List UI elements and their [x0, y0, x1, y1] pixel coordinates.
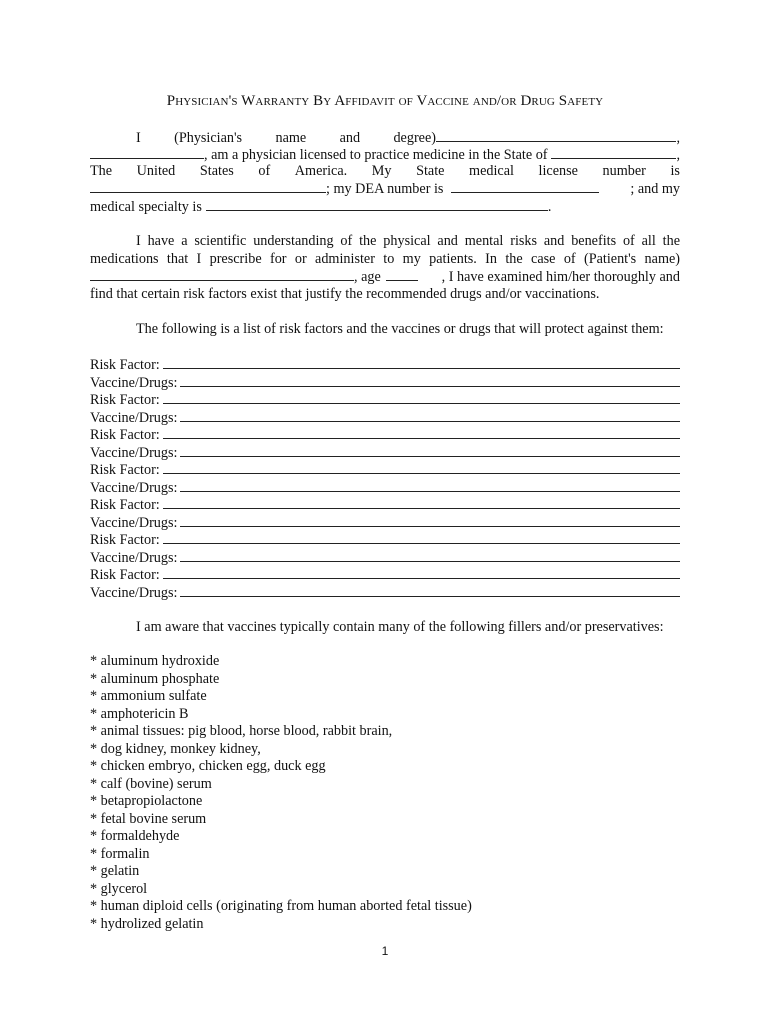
- risk-row: [90, 374, 680, 391]
- word: State: [416, 163, 445, 179]
- row-label: Risk Factor:: [90, 392, 160, 408]
- para1-line1-words: [136, 130, 436, 147]
- risk-row: [90, 584, 680, 601]
- text: , I have examined him/her thoroughly and: [441, 269, 680, 285]
- row-blank[interactable]: [180, 514, 680, 527]
- row-blank[interactable]: [163, 391, 680, 404]
- list-item: * aluminum hydroxide: [90, 653, 220, 669]
- risk-row: [90, 391, 680, 408]
- row-label: Risk Factor:: [90, 567, 160, 583]
- word: States: [199, 163, 234, 179]
- row-blank[interactable]: [180, 444, 680, 457]
- list-item: * gelatin: [90, 863, 140, 879]
- row-blank[interactable]: [180, 409, 680, 422]
- row-label: Vaccine/Drugs:: [90, 409, 178, 426]
- row-blank[interactable]: [180, 584, 680, 597]
- risk-row: [90, 444, 680, 461]
- risk-row: [90, 356, 680, 373]
- para3: The following is a list of risk factors and the vaccines or drugs that will protect against them:: [136, 321, 664, 337]
- row-blank[interactable]: [163, 426, 680, 439]
- dea-number-blank[interactable]: [451, 180, 599, 193]
- text: , age: [354, 269, 381, 285]
- physician-name-blank-cont[interactable]: [90, 146, 204, 159]
- list-item: * amphotericin B: [90, 705, 189, 722]
- row-label: Risk Factor:: [90, 497, 160, 513]
- risk-row: [90, 409, 680, 426]
- row-blank[interactable]: [163, 531, 680, 544]
- word: license: [538, 163, 578, 179]
- list-item: * animal tissues: pig blood, horse blood, rabbit brain,: [90, 723, 393, 739]
- row-blank[interactable]: [163, 496, 680, 509]
- list-item: * calf (bovine) serum: [90, 775, 212, 792]
- row-label: Risk Factor:: [90, 532, 160, 548]
- row-label: Risk Factor:: [90, 462, 160, 478]
- comma: ,: [676, 130, 680, 146]
- comma: ,: [676, 147, 680, 163]
- row-label: Vaccine/Drugs:: [90, 584, 178, 601]
- list-item: * ammonium sulfate: [90, 688, 207, 704]
- risk-row: [90, 566, 680, 583]
- list-item: * formaldehyde: [90, 828, 180, 844]
- para1-line1: [90, 129, 680, 146]
- para1-line3: [90, 163, 680, 180]
- risk-row: [90, 426, 680, 443]
- row-label: Vaccine/Drugs:: [90, 479, 178, 496]
- word: of: [258, 163, 271, 179]
- physician-name-blank[interactable]: [436, 129, 676, 142]
- para2-line3: [90, 268, 680, 285]
- para2-line2: medications that I prescribe for or administer to my patients. In the case of (Patient's name): [90, 251, 680, 267]
- para1-line2: [90, 146, 680, 163]
- list-item: * human diploid cells (originating from human aborted fetal tissue): [90, 898, 472, 914]
- row-label: Risk Factor:: [90, 427, 160, 443]
- list-item: * chicken embryo, chicken egg, duck egg: [90, 758, 326, 774]
- row-blank[interactable]: [163, 356, 680, 369]
- list-item: * aluminum phosphate: [90, 670, 220, 687]
- row-label: Vaccine/Drugs:: [90, 549, 178, 566]
- risk-row: [90, 531, 680, 548]
- risk-row: [90, 461, 680, 478]
- para1-line5: [90, 198, 680, 215]
- para1-line4: [90, 180, 680, 197]
- age-blank[interactable]: [386, 268, 418, 281]
- para2-line4: find that certain risk factors exist that justify the recommended drugs and/or vaccinations.: [90, 286, 600, 302]
- row-blank[interactable]: [163, 461, 680, 474]
- para2-line1: I have a scientific understanding of the physical and mental risks and benefits of all the: [136, 233, 680, 249]
- word: I: [136, 130, 141, 146]
- word: number: [602, 163, 646, 179]
- word: (Physician's: [174, 130, 243, 146]
- state-blank[interactable]: [551, 146, 677, 159]
- list-item: * dog kidney, monkey kidney,: [90, 740, 261, 757]
- list-item: * betapropiolactone: [90, 793, 203, 809]
- risk-row: [90, 496, 680, 513]
- row-blank[interactable]: [180, 549, 680, 562]
- row-label: Vaccine/Drugs:: [90, 374, 178, 391]
- row-label: Vaccine/Drugs:: [90, 514, 178, 531]
- list-item: * fetal bovine serum: [90, 810, 207, 827]
- row-blank[interactable]: [163, 566, 680, 579]
- patient-name-blank[interactable]: [90, 268, 354, 281]
- word: name: [275, 130, 307, 146]
- document-title: Physician's Warranty By Affidavit of Vaccine and/or Drug Safety: [166, 93, 604, 109]
- text: ; my DEA number is: [326, 181, 444, 197]
- word: United: [136, 163, 176, 179]
- list-item: * hydrolized gelatin: [90, 915, 204, 932]
- text: medical specialty is: [90, 199, 202, 215]
- text: , am a physician licensed to practice medicine in the State of: [204, 147, 548, 163]
- word: is: [670, 163, 680, 179]
- specialty-blank[interactable]: [206, 198, 548, 211]
- row-label: Risk Factor:: [90, 357, 160, 373]
- page-number: 1: [381, 944, 389, 958]
- word: medical: [469, 163, 514, 179]
- row-label: Vaccine/Drugs:: [90, 444, 178, 461]
- risk-row: [90, 479, 680, 496]
- row-blank[interactable]: [180, 479, 680, 492]
- risk-row: [90, 549, 680, 566]
- word: and: [339, 130, 361, 146]
- row-blank[interactable]: [180, 374, 680, 387]
- list-item: * formalin: [90, 845, 150, 862]
- list-item: * glycerol: [90, 880, 148, 897]
- para4: I am aware that vaccines typically contain many of the following fillers and/or preservatives:: [136, 619, 664, 635]
- risk-row: [90, 514, 680, 531]
- period: .: [547, 199, 552, 215]
- license-number-blank[interactable]: [90, 180, 326, 193]
- word: The: [90, 163, 113, 179]
- word: degree): [393, 130, 436, 146]
- word: America.: [294, 163, 348, 179]
- text: ; and my: [630, 181, 680, 197]
- word: My: [371, 163, 392, 179]
